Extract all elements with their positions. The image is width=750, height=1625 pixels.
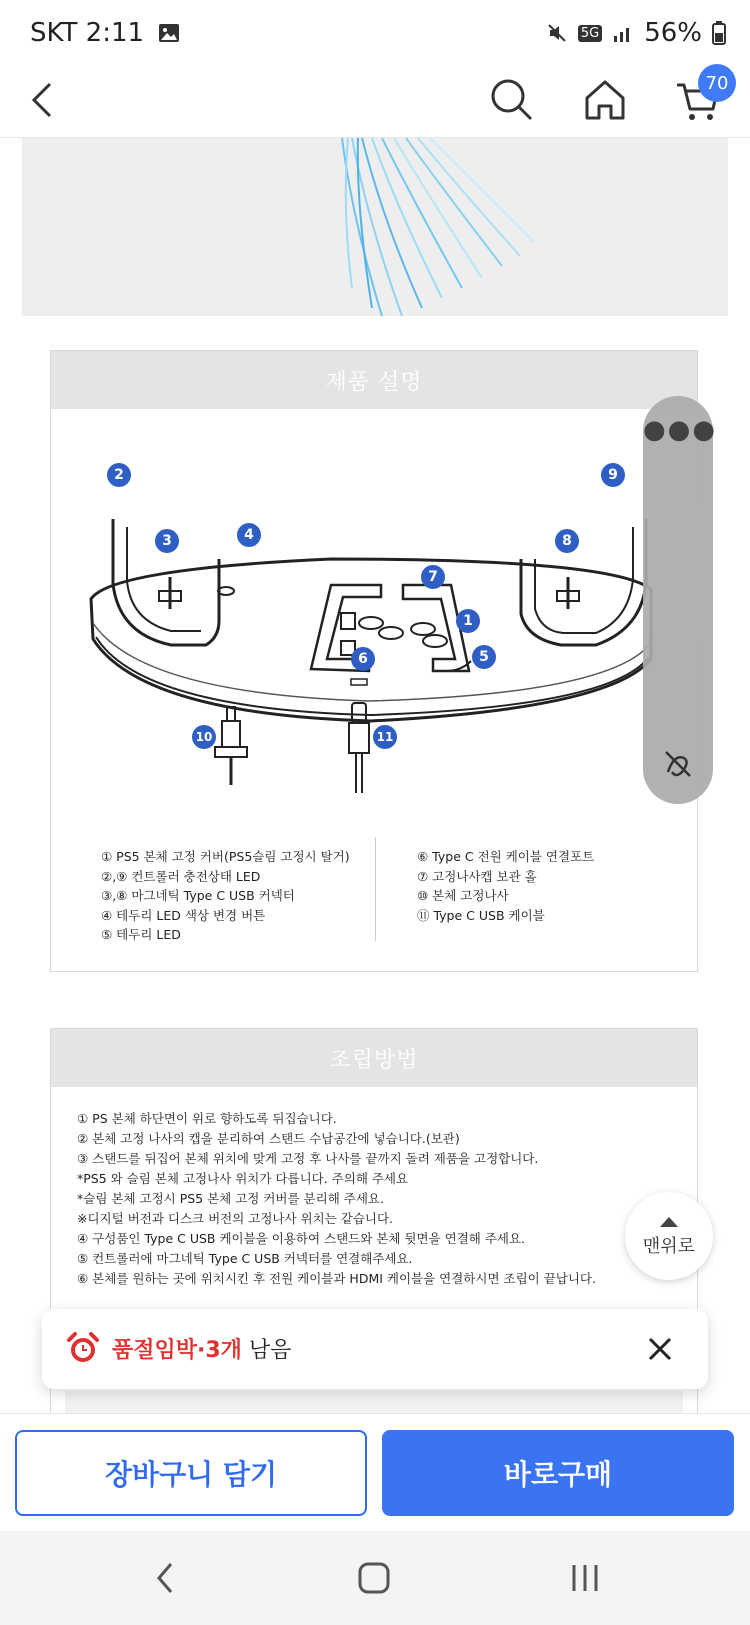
search-button[interactable]: [482, 70, 542, 130]
legend-right: [417, 847, 594, 925]
cart-count-badge: 70: [698, 64, 736, 102]
nav-home-button[interactable]: [344, 1553, 404, 1603]
assembly-photo-strip: [65, 1391, 683, 1413]
callout-8: 8: [555, 529, 579, 553]
purchase-action-bar: [0, 1413, 750, 1531]
stock-alert-highlight: 품절임박·3개: [112, 1338, 242, 1363]
legend-left: [101, 847, 350, 945]
assembly-title: 조립방법: [51, 1029, 697, 1087]
callout-2: 2: [107, 463, 131, 487]
network-badge: 5G: [578, 25, 602, 42]
callout-10: 10: [192, 725, 216, 749]
legend-item: ⑩ 본체 고정나사: [417, 888, 509, 903]
assembly-step: ⑤ 컨트롤러에 마그네틱 Type C USB 커넥터를 연결해주세요.: [77, 1251, 413, 1266]
callout-1: 1: [456, 609, 480, 633]
alarm-clock-icon: [66, 1331, 100, 1365]
assembly-step: ⑥ 본체를 원하는 곳에 위치시킨 후 전원 케이블과 HDMI 케이블을 연결하시면 조립이 끝납니다.: [77, 1271, 596, 1286]
product-description-panel: [50, 350, 698, 972]
assembly-step: ④ 구성품인 Type C USB 케이블을 이용하여 스탠드와 본체 뒷면을 연결해 주세요.: [77, 1231, 526, 1246]
more-dots-icon[interactable]: ●●●: [643, 415, 718, 445]
toast-close-button[interactable]: [640, 1329, 680, 1369]
status-time: SKT 2:11: [30, 18, 145, 48]
status-bar: [0, 0, 750, 66]
home-icon: [583, 78, 627, 122]
stock-alert-text: [112, 1333, 291, 1364]
stock-alert-toast: [42, 1309, 708, 1389]
callout-6: 6: [351, 647, 375, 671]
callout-4: 4: [237, 523, 261, 547]
nav-recents-icon: [568, 1561, 602, 1595]
legend-item: ⑪ Type C USB 케이블: [417, 907, 545, 923]
description-title: 제품 설명: [51, 351, 697, 409]
callout-5: 5: [472, 645, 496, 669]
nav-recents-button[interactable]: [555, 1553, 615, 1603]
assembly-step: ① PS 본체 하단면이 위로 향하도록 뒤집습니다.: [77, 1111, 337, 1126]
assembly-step: ③ 스탠드를 뒤집어 본체 위치에 맞게 고정 후 나사를 끝까지 돌려 제품을 고정합니다.: [77, 1151, 539, 1166]
callout-11: 11: [373, 725, 397, 749]
scroll-to-top-button[interactable]: [625, 1192, 713, 1280]
signal-icon: [612, 23, 634, 43]
chevron-left-icon: [24, 80, 64, 120]
mute-icon: [546, 22, 568, 44]
assembly-step: *슬림 본체 고정시 PS5 본체 고정 커버를 분리해 주세요.: [77, 1191, 384, 1206]
gallery-icon: [158, 22, 180, 44]
app-header: [0, 66, 750, 138]
edge-panel[interactable]: [643, 396, 718, 804]
legend-item: ⑤ 테두리 LED: [101, 927, 181, 942]
assembly-step: ※디지털 버전과 디스크 버전의 고정나사 위치는 같습니다.: [77, 1211, 394, 1226]
status-right: [546, 18, 726, 48]
battery-percent: 56%: [644, 18, 702, 48]
legend-item: ④ 테두리 LED 색상 변경 버튼: [101, 907, 266, 923]
cart-button[interactable]: [668, 70, 728, 130]
nav-back-icon: [153, 1560, 177, 1596]
scroll-to-top-label: 맨위로: [642, 1236, 696, 1257]
legend-item: ⑥ Type C 전원 케이블 연결포트: [417, 849, 595, 864]
callout-3: 3: [155, 529, 179, 553]
legend-divider: [375, 837, 376, 941]
nav-back-button[interactable]: [135, 1553, 195, 1603]
callout-9: 9: [601, 463, 625, 487]
battery-icon: [712, 21, 726, 45]
home-button[interactable]: [575, 70, 635, 130]
callout-7: 7: [421, 565, 445, 589]
legend-item: ③,⑧ 마그네틱 Type C USB 커넥터: [101, 888, 295, 903]
assembly-step: ② 본체 고정 나사의 캡을 분리하여 스탠드 수납공간에 넣습니다.(보관): [77, 1131, 460, 1146]
back-button[interactable]: [14, 70, 74, 130]
legend-item: ① PS5 본체 고정 커버(PS5슬림 고정시 탈거): [101, 849, 350, 864]
assembly-step: *PS5 와 슬림 본체 고정나사 위치가 다릅니다. 주의해 주세요: [77, 1171, 409, 1186]
legend-item: ②,⑨ 컨트롤러 충전상태 LED: [101, 868, 261, 884]
close-icon: [648, 1337, 672, 1361]
diagram-callouts: [51, 409, 697, 829]
nav-home-icon: [356, 1560, 392, 1596]
add-to-cart-button[interactable]: 장바구니 담기: [15, 1430, 367, 1516]
light-streak-graphic: [22, 138, 728, 316]
legend-item: ⑦ 고정나사캡 보관 홀: [417, 868, 537, 884]
system-nav-bar: [0, 1531, 750, 1625]
product-image-top: [22, 138, 728, 316]
buy-now-button[interactable]: 바로구매: [382, 1430, 734, 1516]
search-icon: [489, 77, 535, 123]
stock-alert-rest: 남음: [241, 1338, 292, 1363]
assembly-steps: [77, 1109, 596, 1289]
edge-panel-close-icon[interactable]: [660, 746, 696, 782]
caret-up-icon: [658, 1214, 680, 1228]
status-left: [30, 18, 180, 48]
